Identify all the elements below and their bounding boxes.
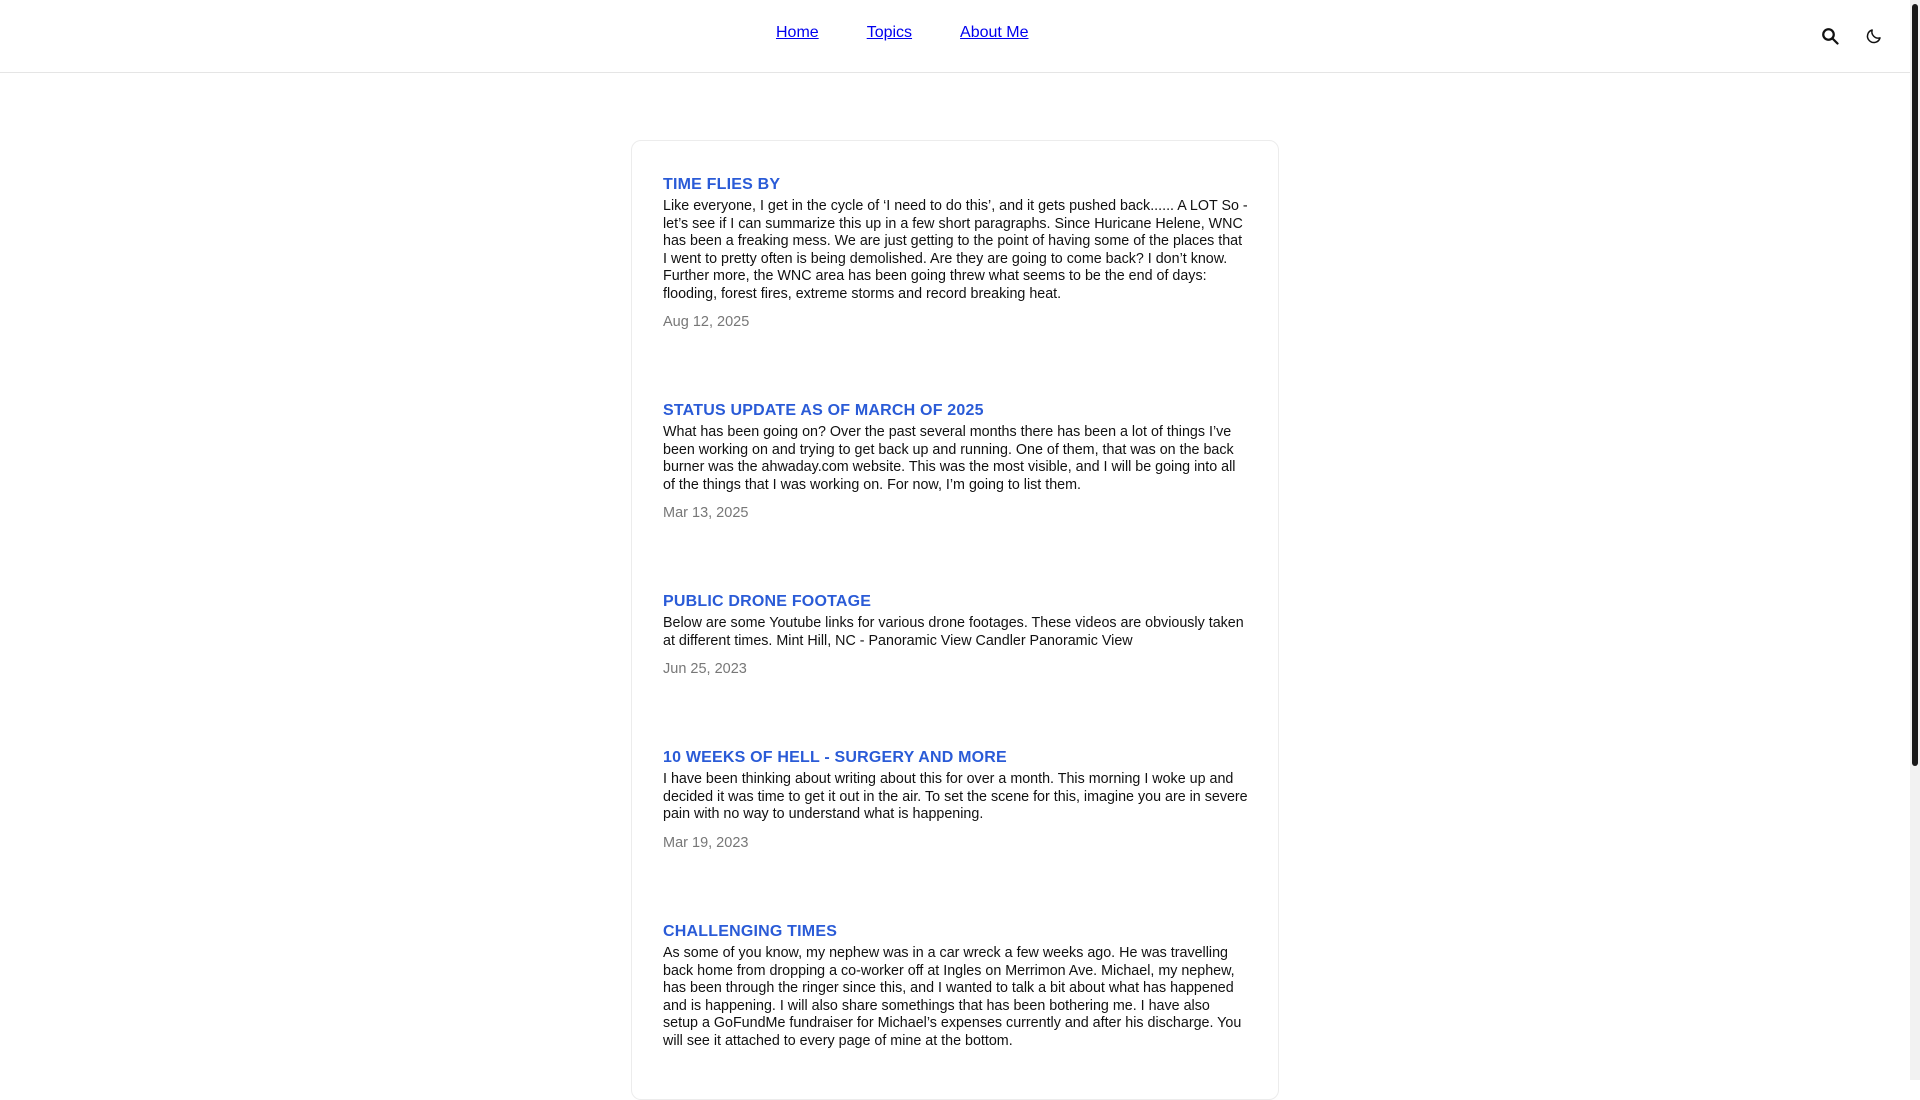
post-title-link[interactable]: CHALLENGING TIMES <box>663 923 838 940</box>
site-header <box>0 0 1910 73</box>
post-excerpt: Like everyone, I get in the cycle of ‘I need to do this’, and it gets pushed back...... A LOT So - let’s see if I can summarize this up in a few short paragraphs. Since Huricane Helene, WNC has been a freaking mess. We are just getting to the point of having some of the places that I went to pretty often is being demolished. Are they are going to come back? I don’t know. Further more, the WNC area has been going threw what seems to be the end of days: flooding, forest fires, extreme storms and record breaking heat. <box>663 198 1248 302</box>
post-title-link[interactable]: PUBLIC DRONE FOOTAGE <box>663 593 872 610</box>
post-date: Aug 12, 2025 <box>663 314 750 330</box>
scrollbar-thumb[interactable] <box>1912 4 1918 766</box>
post-date: Mar 13, 2025 <box>663 505 749 521</box>
post-item <box>663 174 1248 332</box>
nav-topics[interactable]: Topics <box>866 24 913 41</box>
post-date: Jun 25, 2023 <box>663 661 747 677</box>
post-item <box>663 591 1248 679</box>
post-item <box>663 747 1248 853</box>
post-item <box>663 400 1248 523</box>
theme-toggle-button[interactable] <box>1862 24 1886 48</box>
page-scrollbar[interactable] <box>1910 0 1920 1080</box>
post-title-link[interactable]: STATUS UPDATE AS OF MARCH OF 2025 <box>663 402 984 419</box>
post-excerpt: What has been going on? Over the past several months there has been a lot of things I’ve been working on and trying to get back up and running. One of them, that was on the back burner was the ahwaday.com website. This was the most visible, and I will be going into all of the things that I was working on. For now, I’m going to list them. <box>663 424 1236 493</box>
post-title-link[interactable]: 10 WEEKS OF HELL - SURGERY AND MORE <box>663 749 1007 766</box>
moon-icon <box>1865 27 1883 45</box>
nav-about-me[interactable]: About Me <box>960 24 1029 41</box>
nav-home[interactable]: Home <box>776 24 819 41</box>
post-title-link[interactable]: TIME FLIES BY <box>663 176 781 193</box>
post-excerpt: I have been thinking about writing about this for over a month. This morning I woke up and decided it was time to get it out in the air. To set the scene for this, imagine you are in severe pain with no way to understand what is happening. <box>663 771 1248 822</box>
post-item <box>663 921 1248 1050</box>
search-icon <box>1821 27 1839 45</box>
post-excerpt: Below are some Youtube links for various drone footages. These videos are obviously taken at different times. Mint Hill, NC - Panoramic View Candler Panoramic View <box>663 615 1244 649</box>
post-date: Mar 19, 2023 <box>663 834 749 851</box>
post-excerpt: As some of you know, my nephew was in a car wreck a few weeks ago. He was travelling back home from dropping a co-worker off at Ingles on Merrimon Ave. Michael, my nephew, has been through the ringer since this, and I wanted to talk a bit about what has happened and is happening. I will also share somethings that has been bothering me. I have also setup a GoFundMe fundraiser for Michael’s expenses currently and after his discharge. You will see it attached to every page of mine at the bottom. <box>663 945 1242 1049</box>
main-nav <box>776 24 1029 42</box>
search-button[interactable] <box>1818 24 1842 48</box>
